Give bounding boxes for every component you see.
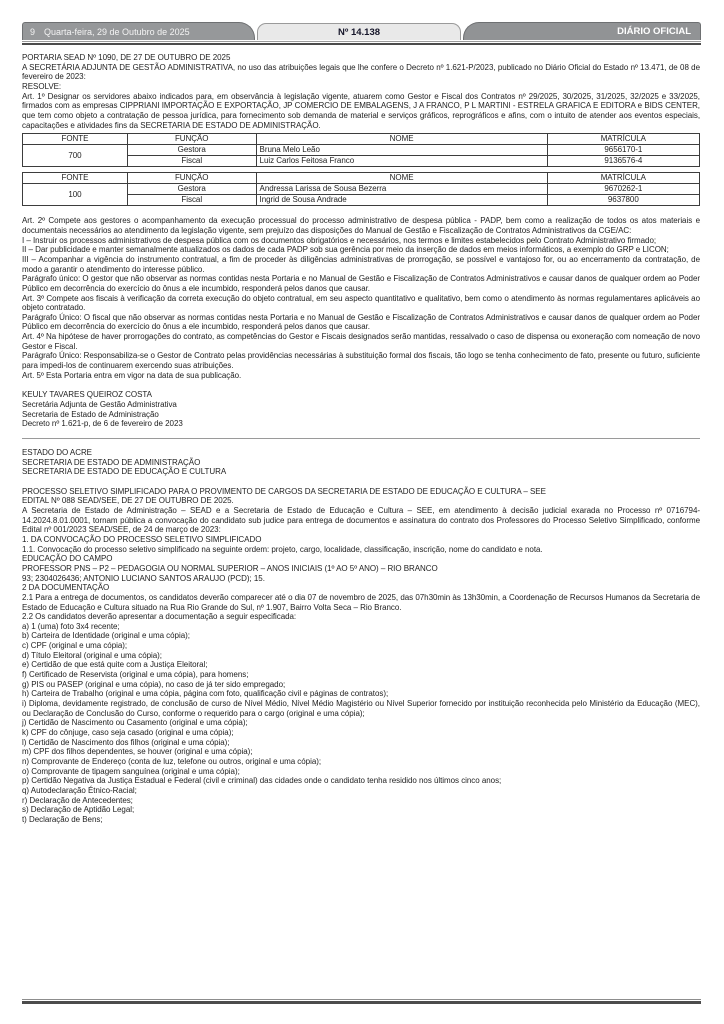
text-line: r) Declaração de Antecedentes; [22,795,133,805]
edition-date: Quarta-feira, 29 de Outubro de 2025 [44,26,190,37]
text-line: Art. 5º Esta Portaria entra em vigor na data de sua publicação. [22,370,242,380]
edital-body [22,487,700,825]
text-line: 2.2 Os candidatos deverão apresentar a documentação a seguir especificada: [22,612,297,622]
col-header-matricula: MATRÍCULA [547,134,699,145]
masthead [22,22,701,40]
text-line: Parágrafo Único: Responsabiliza-se o Gestor de Contrato pelas providências necessárias à substituição formal dos fiscais, tão logo se tenha conhecimento de fato, presente ou futuro, suficiente para impedi-los de continuarem exercendo suas atribuições. [22,351,700,371]
text-line: Art. 3º Compete aos fiscais à verificação da correta execução do objeto contratual, em seu aspecto quantitativo e qualitativo, bem como o atendimento às normas regulamentares aplicáveis ao objeto contratado. [22,293,700,313]
text-line: Parágrafo único: O gestor que não observar as normas contidas nesta Portaria e no Manual de Gestão e Fiscalização de Contratos Administrativos e causar danos de qualquer ordem ao Poder Público em decorrência do exercício do ônus a ele incumbido, responderá pelos danos que causar. [22,274,700,293]
text-line: p) Certidão Negativa da Justiça Estadual e Federal (civil e criminal) das cidades onde o candidato tenha residido nos últimos cinco anos; [22,776,502,786]
text-line: q) Autodeclaração Étnico-Racial; [22,785,137,795]
text-line: e) Certidão de que está quite com a Justiça Eleitoral; [22,660,208,670]
gazette-title: DIÁRIO OFICIAL [617,26,691,37]
text-line: 1. DA CONVOCAÇÃO DO PROCESSO SELETIVO SIMPLIFICADO [22,534,262,544]
bottom-rule [22,999,701,1004]
funcao-cell: Gestora [127,184,256,195]
edition-number-tab [257,23,461,40]
edital-org-lines [22,448,700,477]
text-line: 1.1. Convocação do processo seletivo simplificado na seguinte ordem: projeto, cargo, localidade, classificação, inscrição, nome do candidato e nota. [22,544,543,554]
gestor-fiscal-table-fonte-100 [22,172,700,206]
nome-cell: Ingrid de Sousa Andrade [256,195,547,206]
col-header-fonte: FONTE [23,173,128,184]
matricula-cell: 9670262-1 [547,184,699,195]
text-line: d) Título Eleitoral (original e uma cópia); [22,650,162,660]
portaria-intro [22,63,700,131]
text-line: PROCESSO SELETIVO SIMPLIFICADO PARA O PROVIMENTO DE CARGOS DA SECRETARIA DE ESTADO DE EDUCAÇÃO E CULTURA – SEE [22,486,546,496]
text-line: h) Carteira de Trabalho (original e uma cópia, página com foto, qualificação civil e páginas de contratos); [22,689,389,699]
text-line: m) CPF dos filhos dependentes, se houver (original e uma cópia); [22,747,253,757]
text-line: SECRETARIA DE ESTADO DE ADMINISTRAÇÃO [22,457,201,467]
text-line: i) Diploma, devidamente registrado, de conclusão de curso de Nível Médio, Nível Médio Magistério ou Nível Superior fornecido por instituição reconhecida pelo Ministério da Educação (MEC), ou Declaração de Conclusão do Curso, conforme o requerido para o cargo (original e uma cópia); [22,699,700,718]
signature-block [22,390,700,429]
text-line: a) 1 (uma) foto 3x4 recente; [22,621,120,631]
col-header-fonte: FONTE [23,134,128,145]
text-line: b) Carteira de Identidade (original e uma cópia); [22,631,190,641]
text-line: I – Instruir os processos administrativos de despesa pública com os documentos obrigatórios e necessários, nos termos e limites estabelecidos pelo Contrato Administrativo firmado; [22,235,657,245]
text-line: 93; 2304026436; ANTONIO LUCIANO SANTOS ARAUJO (PCD); 15. [22,573,265,583]
table-row [23,184,700,195]
spacer [22,477,700,487]
portaria-title: PORTARIA SEAD Nº 1090, DE 27 DE OUTUBRO DE 2025 [22,53,231,62]
funcao-cell: Fiscal [127,195,256,206]
text-line: k) CPF do cônjuge, caso seja casado (original e uma cópia); [22,728,234,738]
text-line: Secretária Adjunta de Gestão Administrativa [22,400,177,410]
matricula-cell: 9136576-4 [547,156,699,167]
fonte-cell: 100 [23,184,128,206]
text-line: Secretaria de Estado de Administração [22,409,159,419]
text-line: EDUCAÇÃO DO CAMPO [22,554,113,564]
date-tab [22,22,255,40]
text-line: III – Acompanhar a vigência do instrumento contratual, a fim de proceder às diligências administrativas de prorrogação, se possível e vantajoso for, ou ao encerramento da contratação, de modo a garantir o atendimento do interesse público. [22,254,700,274]
table-row [23,145,700,156]
text-line: EDITAL Nº 088 SEAD/SEE, DE 27 DE OUTUBRO DE 2025. [22,496,234,506]
nome-cell: Andressa Larissa de Sousa Bezerra [256,184,547,195]
text-line: f) Certificado de Reservista (original e uma cópia), para homens; [22,670,249,680]
table-header-row [23,173,700,184]
col-header-nome: NOME [256,134,547,145]
matricula-cell: 9637800 [547,195,699,206]
portaria-articles [22,216,700,380]
col-header-funcao: FUNÇÃO [127,173,256,184]
masthead-title-tab [463,22,701,40]
fonte-cell: 700 [23,145,128,167]
text-line: II – Dar publicidade e manter semanalmente atualizados os dados de cada PADP sob sua gerência por meio da inserção de dados em meios informáticos, a exemplo do GRP e LICON; [22,245,669,255]
text-line: Parágrafo Único: O fiscal que não observar as normas contidas nesta Portaria e no Manual de Gestão e Fiscalização de Contratos Administrativos e causar danos de qualquer ordem ao Poder Público em decorrência do exercício do ônus a ele incumbido, responderá pelos danos que causar. [22,312,700,332]
text-line: Art. 1º Designar os servidores abaixo indicados para, em observância à legislação vigente, atuarem como Gestor e Fiscal dos Contratos nº 29/2025, 30/2025, 31/2025, 32/2025 e 33/2025, firmados com as empresas CIPPRIANI IMPORTAÇÃO E EXPORTAÇÃO, JP COMERCIO DE EMBALAGENS, J A FRANCO, P L MARTINI - ESTRELA GRAFICA E EDITORA e BIDS CENTER, que tem como objeto a contratação de pessoa jurídica, para fornecimento sob demanda de material e serviços gráficos, reprográficos e afins, com o intuito de atender aos eventos especiais, capacitações e atividades fins da SECRETARIA DE ESTADO DE ADMINISTRAÇÃO. [22,91,700,130]
section-divider [22,438,700,439]
col-header-funcao: FUNÇÃO [127,134,256,145]
text-line: KEULY TAVARES QUEIROZ COSTA [22,390,152,400]
content [22,53,700,825]
edition-number: Nº 14.138 [337,26,381,38]
text-line: PROFESSOR PNS – P2 – PEDAGOGIA OU NORMAL SUPERIOR – ANOS INICIAIS (1º AO 5º ANO) – RIO BRANCO [22,563,438,573]
col-header-matricula: MATRÍCULA [547,173,699,184]
text-line: g) PIS ou PASEP (original e uma cópia), no caso de já ter sido empregado; [22,679,286,689]
table-header-row [23,134,700,145]
text-line: o) Comprovante de tipagem sanguínea (original e uma cópia); [22,766,240,776]
nome-cell: Bruna Melo Leão [256,145,547,156]
text-line: Art. 4º Na hipótese de haver prorrogações do contrato, as competências do Gestor e Fiscais designados serão mantidas, ressalvado o caso de dispensa ou exoneração com nomeação de novo Gestor e Fiscal. [22,332,700,351]
text-line: RESOLVE: [22,81,62,91]
text-line: Decreto nº 1.621-p, de 6 de fevereiro de 2023 [22,419,183,429]
page-number: 9 [30,26,36,37]
masthead-rule [22,41,701,45]
funcao-cell: Gestora [127,145,256,156]
nome-cell: Luiz Carlos Feitosa Franco [256,156,547,167]
text-line: c) CPF (original e uma cópia); [22,641,128,651]
text-line: t) Declaração de Bens; [22,814,103,824]
gestor-fiscal-table-fonte-700 [22,133,700,167]
text-line: Art. 2º Compete aos gestores o acompanhamento da execução processual do processo administrativo de despesa pública - PADP, bem como a realização de todos os atos materiais e documentais necessários ao atendimento da legislação vigente, sem prejuízo das disposições do Manual de Gestão e Fiscalização de Contratos Administrativos da CGE/AC: [22,216,700,235]
text-line: j) Certidão de Nascimento ou Casamento (original e uma cópia); [22,718,248,728]
text-line: A Secretaria de Estado de Administração – SEAD e a Secretaria de Estado de Educação e Cultura – SEE, em atendimento à decisão judicial exarada no Processo nº 0716794-14.2024.8.01.0001, tornam pública a convocação do candidato sub judice para entrega de documentos e assinatura do contrato dos Professores do Processo Seletivo Simplificado, conforme Edital nº 001/2023 SEAD/SEE, de 24 de março de 2023: [22,505,700,535]
text-line: SECRETARIA DE ESTADO DE EDUCAÇÃO E CULTURA [22,467,227,477]
text-line: 2 DA DOCUMENTAÇÃO [22,583,110,593]
text-line: A SECRETÁRIA ADJUNTA DE GESTÃO ADMINISTRATIVA, no uso das atribuições legais que lhe confere o Decreto nº 1.621-P/2023, publicado no Diário Oficial do Estado nº 13.471, de 08 de fevereiro de 2023: [22,62,700,82]
col-header-nome: NOME [256,173,547,184]
matricula-cell: 9656170-1 [547,145,699,156]
text-line: s) Declaração de Aptidão Legal; [22,805,135,815]
text-line: l) Certidão de Nascimento dos filhos (original e uma cópia); [22,737,230,747]
text-line: 2.1 Para a entrega de documentos, os candidatos deverão comparecer até o dia 07 de novembro de 2025, das 07h30min às 13h30min, a Coordenação de Recursos Humanos da Secretaria de Estado de Educação e Cultura situado na Rua Rio Grande do Sul, nº 1.907, Bairro Volta Seca – Rio Branco. [22,592,700,612]
text-line: ESTADO DO ACRE [22,448,92,458]
funcao-cell: Fiscal [127,156,256,167]
text-line: n) Comprovante de Endereço (conta de luz, telefone ou outros, original e uma cópia); [22,757,322,767]
